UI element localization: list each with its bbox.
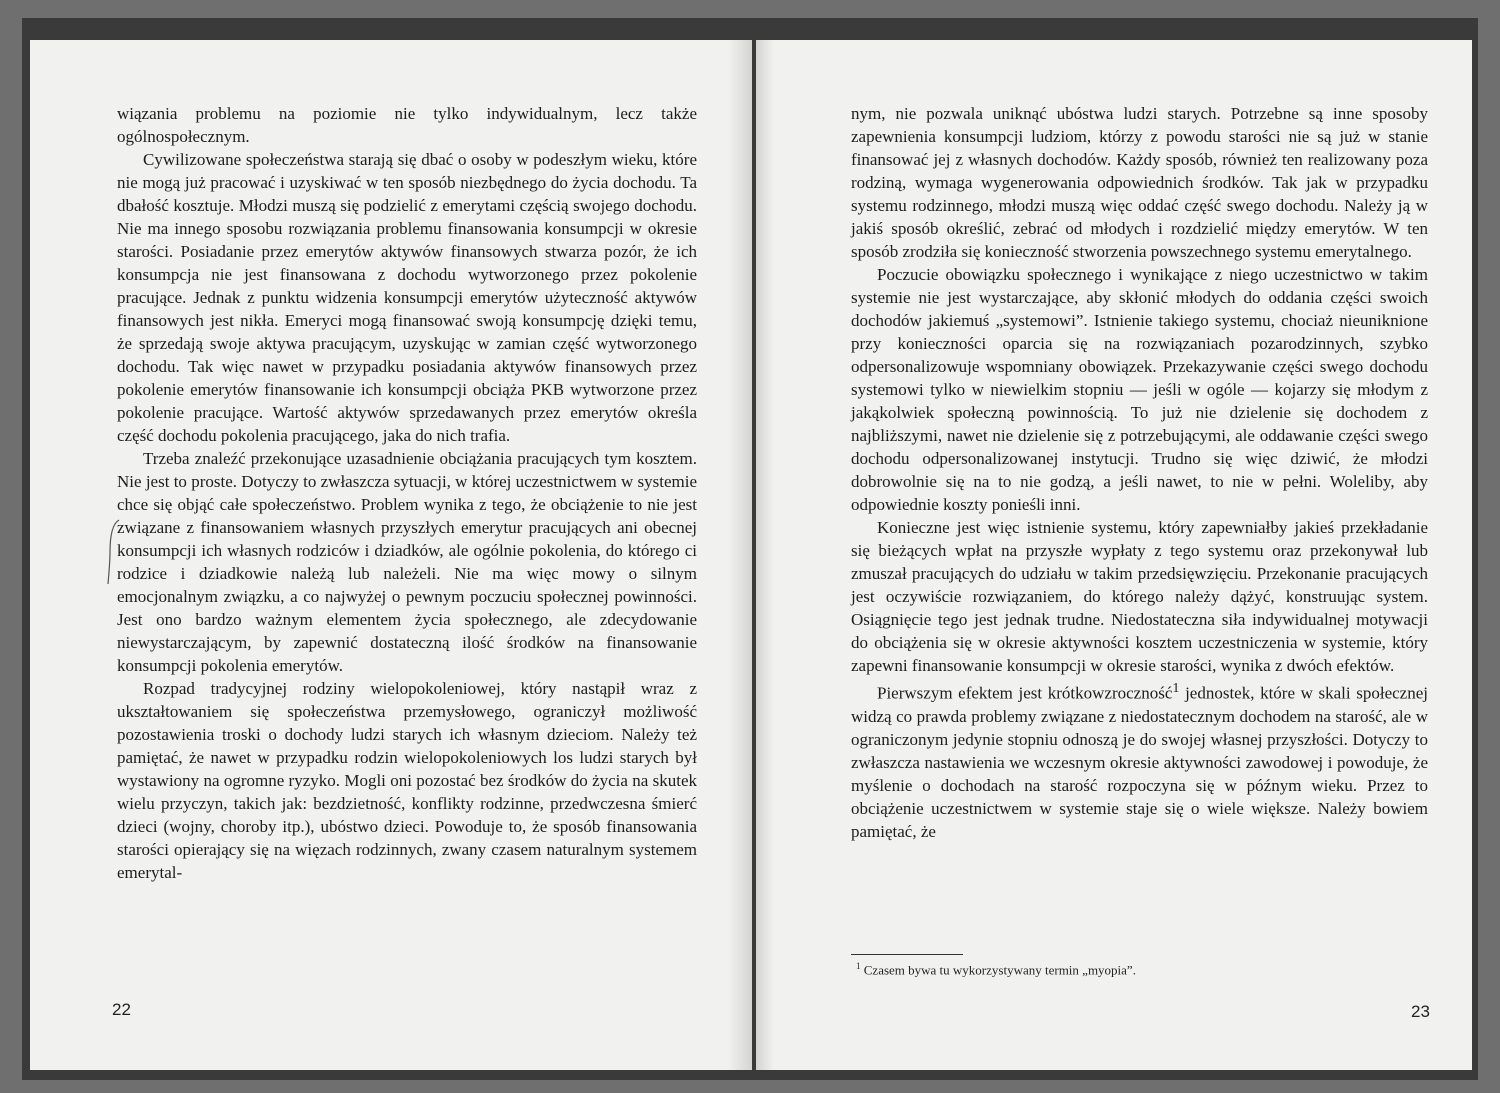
gutter-shadow <box>756 40 774 1070</box>
footnote-rule <box>851 954 963 955</box>
paragraph: Konieczne jest więc istnienie systemu, który zapewniałby jakieś przekładanie się bieżących wpłat na przyszłe wypłaty z tego systemu oraz przekonywał lub zmuszał pracujących do udziału w takim przedsięwzięciu. Przekonanie pracujących jest oczywiście rozwiązaniem, do którego należy dążyć, konstruując system. Osiągnięcie tego jest jednak trudne. Niedostateczna siła indywidualnej motywacji do obciążenia się w okresie aktywności kosztem uczestniczenia w systemie, który zapewni finansowanie konsumpcji w okresie starości, wynika z dwóch efektów. <box>851 518 1428 675</box>
book-spread <box>22 18 1478 1080</box>
left-page <box>30 40 752 1070</box>
footnote-text: Czasem bywa tu wykorzystywany termin „myopia”. <box>860 962 1136 978</box>
paragraph-text: jednostek, które w skali społecznej widzą co prawda problemy związane z niedostatecznym dochodem na starość, ale w ograniczonym jedynie stopniu odnoszą je do swojej własnej przyszłości. Dotyczy to zwłaszcza nastawienia we wczesnym okresie aktywności zawodowej i powoduje, że myślenie o dochodach na starość rozpoczyna się w późnym wieku. Przez to obciążenie uczestnictwem w systemie staje się o wiele większe. Należy bowiem pamiętać, że <box>851 683 1428 841</box>
gutter-shadow <box>728 40 752 1070</box>
paragraph: Rozpad tradycyjnej rodziny wielopokoleniowej, który nastąpił wraz z ukształtowaniem się społeczeństwa przemysłowego, ograniczył możliwość pozostawienia troski o dochody ludzi starych ich własnym dzieciom. Należy też pamiętać, że nawet w przypadku rodzin wielopokoleniowych los ludzi starych był wystawiony na ogromne ryzyko. Mogli oni pozostać bez środków do życia na skutek wielu przyczyn, takich jak: bezdzietność, konflikty rodzinne, przedwczesna śmierć dzieci (wojny, choroby itp.), ubóstwo dzieci. Powoduje to, że sposób finansowania starości opierający się na więzach rodzinnych, zwany czasem naturalnym systemem emerytal- <box>117 679 697 882</box>
paragraph: Poczucie obowiązku społecznego i wynikające z niego uczestnictwo w takim systemie nie jest wystarczające, aby skłonić młodych do oddania części swoich dochodów jakiemuś „systemowi”. Istnienie takiego systemu, chociaż nieuniknione przy konieczności oparcia się na rozwiązaniach pozarodzinnych, szybko odpersonalizowuje wspomniany obowiązek. Przekazywanie części swego dochodu systemowi tylko w niewielkim stopniu — jeśli w ogóle — kojarzy się młodym z jakąkolwiek społeczną powinnością. To już nie dzielenie się dochodem z najbliższymi, nawet nie dzielenie się z potrzebującymi, ale oddawanie części swego dochodu odpersonalizowanej instytucji. Trudno się więc dziwić, że młodzi dobrowolnie się na to nie godzą, a jeśli nawet, to nie w pełni. Woleliby, aby odpowiednie koszty ponieśli inni. <box>851 265 1428 514</box>
paragraph: nym, nie pozwala uniknąć ubóstwa ludzi starych. Potrzebne są inne sposoby zapewnienia konsumpcji ludziom, którzy z powodu starości nie są już w stanie finansować jej z własnych dochodów. Każdy sposób, również ten realizowany poza rodziną, wymaga wygenerowania odpowiednich środków. Tak jak w przypadku systemu rodzinnego, młodzi muszą więc oddać część swego dochodu. Należy ją w jakiś sposób określić, zebrać od młodych i rozdzielić między emerytów. W ten sposób zrodziła się konieczność stworzenia powszechnego systemu emerytalnego. <box>851 104 1428 261</box>
paragraph: Trzeba znaleźć przekonujące uzasadnienie obciążania pracujących tym kosztem. Nie jest to proste. Dotyczy to zwłaszcza sytuacji, w której uczestnictwem w systemie chce się objąć całe społeczeństwo. Problem wynika z tego, że obciążenie to nie jest związane z finansowaniem własnych przyszłych emerytur pracujących ani obecnej konsumpcji ich własnych rodziców i dziadków, ale ogólnie pokolenia, do którego ci rodzice i dziadkowie należą lub należeli. Nie ma więc mowy o silnym emocjonalnym związku, a co najwyżej o pewnym poczuciu społecznej powinności. Jest ono bardzo ważnym elementem życia społecznego, ale zdecydowanie niewystarczającym, by zapewnić dostateczną ilość środków na finansowanie konsumpcji pokolenia emerytów. <box>117 449 697 675</box>
paragraph: Cywilizowane społeczeństwa starają się dbać o osoby w podeszłym wieku, które nie mogą już pracować i uzyskiwać w ten sposób niezbędnego do życia dochodu. Ta dbałość kosztuje. Młodzi muszą się podzielić z emerytami częścią swojego dochodu. Nie ma innego sposobu rozwiązania problemu finansowania konsumpcji w okresie starości. Posiadanie przez emerytów aktywów finansowych stwarza pozór, że ich konsumpcja nie jest finansowana z dochodu wytworzonego przez pokolenie pracujące. Jednak z punktu widzenia konsumpcji emerytów użyteczność aktywów finansowych jest nikła. Emeryci mogą finansować swoją konsumpcję dzięki temu, że sprzedają swoje aktywa pracującym, uzyskując w zamian część wytworzonego dochodu. Tak więc nawet w przypadku posiadania aktywów finansowych przez pokolenie emerytów finansowanie ich konsumpcji obciąża PKB wytworzone przez pokolenie pracujące. Wartość aktywów sprzedawanych przez emerytów określa część dochodu pokolenia pracującego, jaka do nich trafia. <box>117 150 697 445</box>
footnote-number: 1 <box>856 961 861 971</box>
left-page-text <box>117 102 697 884</box>
footnote <box>856 961 1136 978</box>
page-number: 23 <box>1411 1002 1430 1021</box>
paragraph <box>851 677 1428 843</box>
footnote-ref: 1 <box>1172 680 1180 696</box>
paragraph: wiązania problemu na poziomie nie tylko indywidualnym, lecz także ogólnospołecznym. <box>117 104 697 146</box>
paragraph-text: Pierwszym efektem jest krótkowzroczność <box>877 683 1173 703</box>
right-page <box>756 40 1472 1070</box>
page-number: 22 <box>112 1000 131 1019</box>
right-page-text <box>851 102 1428 843</box>
